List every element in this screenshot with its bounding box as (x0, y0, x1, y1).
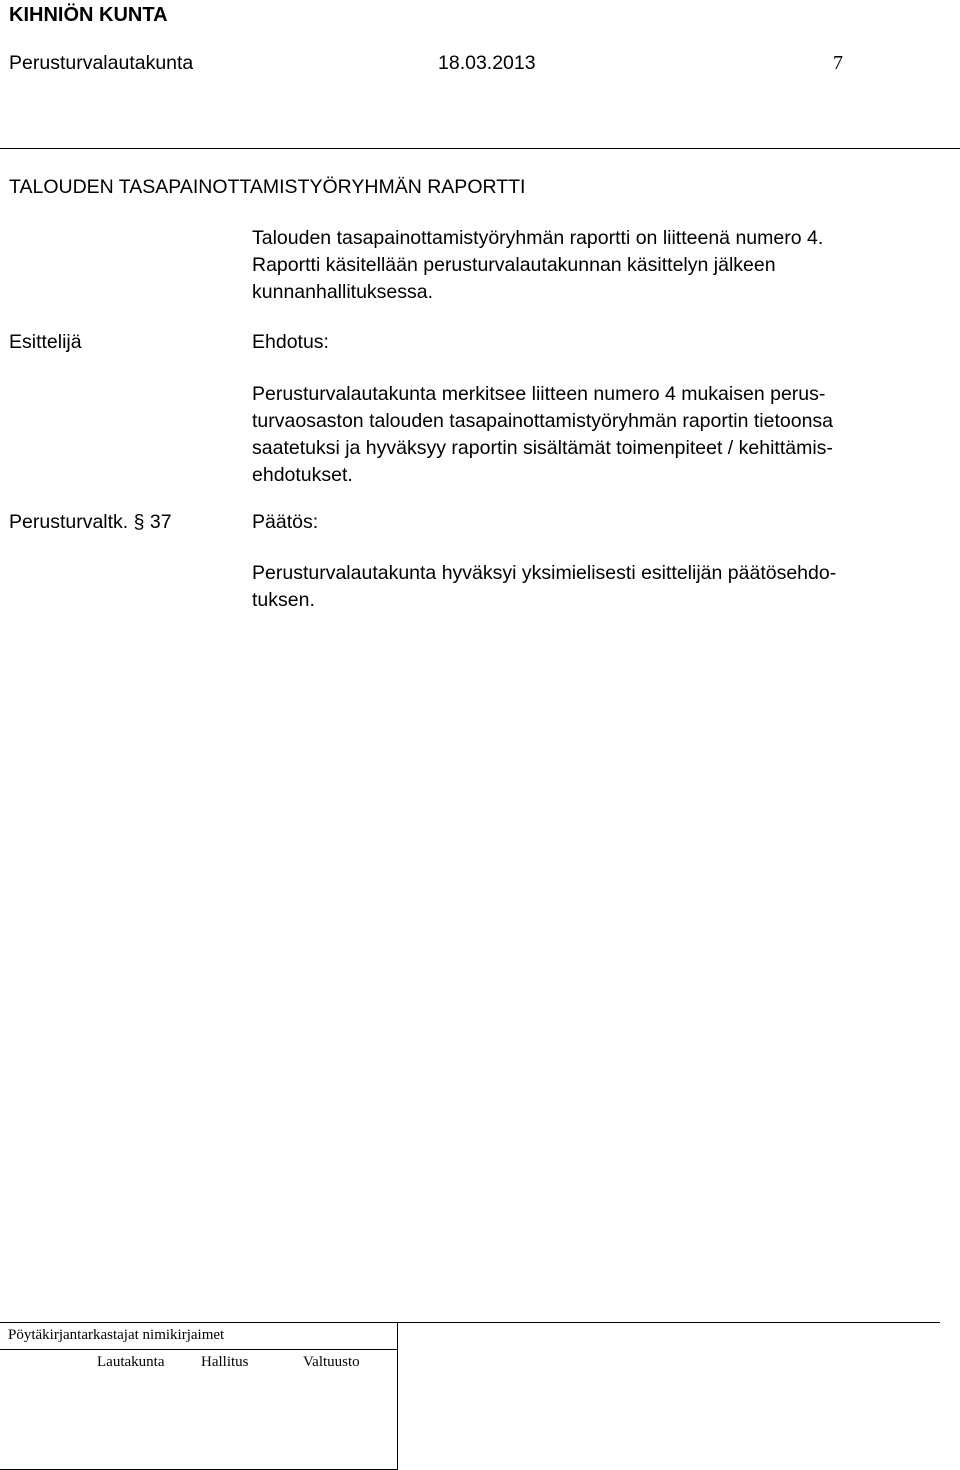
board-name: Perusturvalautakunta (9, 52, 194, 74)
signature-column-council: Valtuusto (303, 1354, 360, 1370)
signature-box-title: Pöytäkirjantarkastajat nimikirjaimet (8, 1327, 225, 1343)
meeting-date: 18.03.2013 (438, 52, 536, 74)
section-reference: Perusturvaltk. § 37 (9, 511, 172, 533)
intro-paragraph: Talouden tasapainottamistyöryhmän raportti on liitteenä numero 4. Raportti käsitellään perusturvalautakunnan käsittelyn jälkeen kunnanhallituksessa. (252, 227, 824, 303)
presenter-label: Esittelijä (9, 331, 82, 353)
signature-box (0, 1322, 398, 1470)
footer-mid-rule (0, 1349, 397, 1350)
decision-label: Päätös: (252, 511, 319, 533)
signature-column-board: Lautakunta (97, 1354, 165, 1370)
header-divider (0, 148, 960, 149)
organization-name: KIHNIÖN KUNTA (9, 4, 168, 26)
signature-column-executive: Hallitus (201, 1354, 249, 1370)
proposal-paragraph: Perusturvalautakunta merkitsee liitteen numero 4 mukaisen perus- turvaosaston talouden tasapainottamistyöryhmän raportin tietoonsa saatetuksi ja hyväksyy raportin sisältämät toimenpiteet / kehittämis- ehdotukset. (252, 383, 834, 486)
page-number: 7 (833, 52, 843, 74)
decision-paragraph: Perusturvalautakunta hyväksyi yksimielisesti esittelijän päätösehdo- tuksen. (252, 562, 837, 611)
proposal-label: Ehdotus: (252, 331, 329, 353)
footer-top-rule (397, 1322, 940, 1323)
document-title: TALOUDEN TASAPAINOTTAMISTYÖRYHMÄN RAPORTTI (9, 176, 526, 198)
